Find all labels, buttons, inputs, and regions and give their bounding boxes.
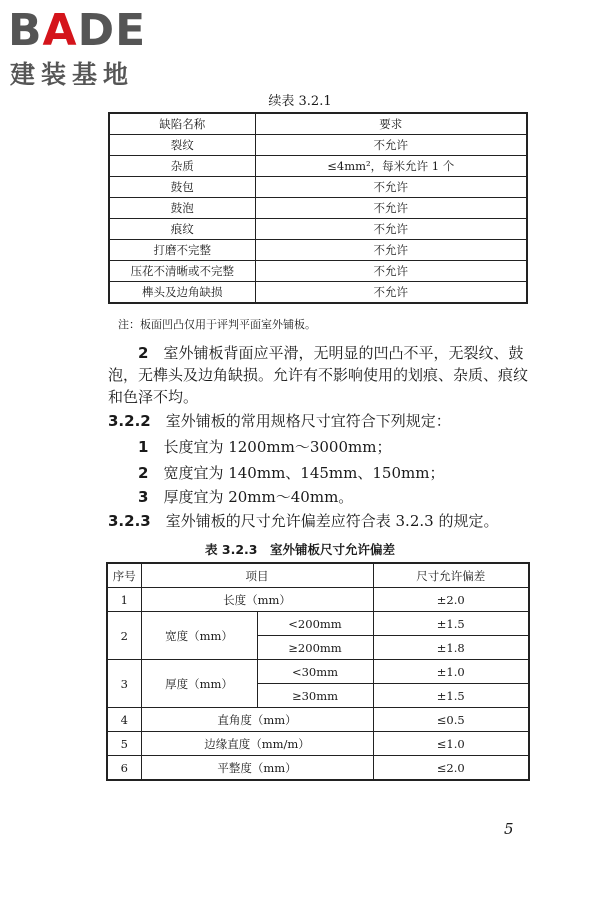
table-header-row <box>109 113 527 135</box>
list-item: 2 宽度宜为 140mm、145mm、150mm； <box>138 464 445 482</box>
requirement-cell: 不允许 <box>255 282 527 304</box>
row-item: 平整度（mm） <box>141 756 373 781</box>
defect-table <box>108 112 528 304</box>
table-row <box>107 732 529 756</box>
row-no: 4 <box>107 708 141 732</box>
row-item: 直角度（mm） <box>141 708 373 732</box>
row-tolerance: ±1.5 <box>373 684 529 708</box>
header-requirement: 要求 <box>255 113 527 135</box>
list-item: 1 长度宜为 1200mm～3000mm； <box>138 438 392 456</box>
row-item: 边缘直度（mm/m） <box>141 732 373 756</box>
table2-caption: 表 3.2.3 室外铺板尺寸允许偏差 <box>205 542 395 557</box>
table-row <box>107 660 529 684</box>
table-header-row <box>107 563 529 588</box>
table-row <box>109 261 527 282</box>
requirement-cell: 不允许 <box>255 135 527 156</box>
list-item: 3 厚度宜为 20mm～40mm。 <box>138 488 354 506</box>
defect-name-cell: 痕纹 <box>109 219 255 240</box>
defect-name-cell: 压花不清晰或不完整 <box>109 261 255 282</box>
clause-3-2-3: 3.2.3 室外铺板的尺寸允许偏差应符合表 3.2.3 的规定。 <box>108 512 499 530</box>
row-tolerance: ±1.0 <box>373 660 529 684</box>
row-tolerance: ±2.0 <box>373 588 529 612</box>
row-tolerance: ≤0.5 <box>373 708 529 732</box>
table1-note: 注：板面凹凸仅用于评判平面室外铺板。 <box>118 318 316 331</box>
row-tolerance: ≤1.0 <box>373 732 529 756</box>
header-no: 序号 <box>107 563 141 588</box>
row-tolerance: ±1.8 <box>373 636 529 660</box>
row-tolerance: ±1.5 <box>373 612 529 636</box>
row-item: 厚度（mm） <box>141 660 257 708</box>
table-row <box>107 612 529 636</box>
row-no: 2 <box>107 612 141 660</box>
table-row <box>109 282 527 304</box>
defect-name-cell: 鼓泡 <box>109 198 255 219</box>
tolerance-table <box>106 562 530 781</box>
table-row <box>109 240 527 261</box>
table-row <box>107 588 529 612</box>
row-subitem: <200mm <box>257 612 373 636</box>
defect-table-body <box>109 113 527 303</box>
row-no: 1 <box>107 588 141 612</box>
row-subitem: ≥200mm <box>257 636 373 660</box>
requirement-cell: 不允许 <box>255 219 527 240</box>
table-row <box>109 198 527 219</box>
row-no: 6 <box>107 756 141 781</box>
page-number: 5 <box>504 820 514 838</box>
requirement-cell: 不允许 <box>255 177 527 198</box>
table1-caption: 续表 3.2.1 <box>268 94 332 109</box>
row-no: 3 <box>107 660 141 708</box>
clause-3-2-2: 3.2.2 室外铺板的常用规格尺寸宜符合下列规定： <box>108 412 451 430</box>
requirement-cell: 不允许 <box>255 261 527 282</box>
row-no: 5 <box>107 732 141 756</box>
table-row <box>109 219 527 240</box>
defect-name-cell: 裂纹 <box>109 135 255 156</box>
defect-name-cell: 打磨不完整 <box>109 240 255 261</box>
defect-name-cell: 杂质 <box>109 156 255 177</box>
requirement-cell: ≤4mm²，每米允许 1 个 <box>255 156 527 177</box>
item-2-paragraph: 2 室外铺板背面应平滑，无明显的凹凸不平，无裂纹、鼓泡，无榫头及边角缺损。允许有不影响使用的划痕、杂质、痕纹和色泽不均。 <box>108 344 529 406</box>
header-tolerance: 尺寸允许偏差 <box>373 563 529 588</box>
table-row <box>107 708 529 732</box>
logo-subtitle: 建装基地 <box>10 60 135 89</box>
row-item: 长度（mm） <box>141 588 373 612</box>
requirement-cell: 不允许 <box>255 240 527 261</box>
defect-name-cell: 榫头及边角缺损 <box>109 282 255 304</box>
bade-logo <box>8 6 178 96</box>
table-row <box>109 177 527 198</box>
logo-wordmark: BADE <box>8 5 147 56</box>
table-row <box>107 756 529 781</box>
row-subitem: ≥30mm <box>257 684 373 708</box>
table-row <box>109 135 527 156</box>
row-item: 宽度（mm） <box>141 612 257 660</box>
row-tolerance: ≤2.0 <box>373 756 529 781</box>
requirement-cell: 不允许 <box>255 198 527 219</box>
header-item: 项目 <box>141 563 373 588</box>
row-subitem: <30mm <box>257 660 373 684</box>
table-row <box>109 156 527 177</box>
defect-name-cell: 鼓包 <box>109 177 255 198</box>
header-defect-name: 缺陷名称 <box>109 113 255 135</box>
